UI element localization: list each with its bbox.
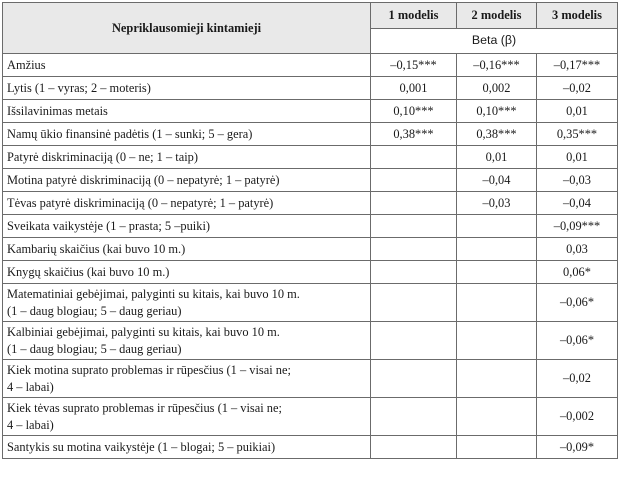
variable-label (3, 261, 371, 284)
variable-label-line1: Patyrė diskriminaciją (0 – ne; 1 – taip) (7, 149, 198, 164)
table-row (3, 398, 618, 436)
beta-value-model-3: –0,02 (537, 360, 618, 398)
beta-value-model-1: –0,15*** (371, 54, 457, 77)
beta-value-model-1 (371, 360, 457, 398)
beta-value-model-3: –0,09* (537, 436, 618, 459)
beta-value-model-3: 0,03 (537, 238, 618, 261)
variable-label (3, 284, 371, 322)
variable-label-line1: Matematiniai gebėjimai, palyginti su kitais, kai buvo 10 m. (7, 286, 300, 301)
beta-value-model-2: –0,04 (457, 169, 537, 192)
beta-value-model-3: 0,01 (537, 100, 618, 123)
beta-value-model-1: 0,001 (371, 77, 457, 100)
beta-value-model-2 (457, 261, 537, 284)
variable-label-line1: Sveikata vaikystėje (1 – prasta; 5 –puiki) (7, 218, 211, 233)
beta-value-model-3: –0,09*** (537, 215, 618, 238)
beta-value-model-2 (457, 215, 537, 238)
beta-value-model-2 (457, 436, 537, 459)
beta-value-model-1 (371, 146, 457, 169)
variable-label (3, 146, 371, 169)
table-row (3, 54, 618, 77)
table-row (3, 322, 618, 360)
variable-label (3, 54, 371, 77)
beta-value-model-3: –0,17*** (537, 54, 618, 77)
variable-label-line1: Amžius (7, 57, 46, 72)
beta-value-model-2 (457, 398, 537, 436)
regression-table (2, 2, 618, 459)
beta-value-model-1 (371, 238, 457, 261)
table-row (3, 261, 618, 284)
beta-value-model-2: –0,16*** (457, 54, 537, 77)
table-row (3, 238, 618, 261)
beta-value-model-1 (371, 169, 457, 192)
variable-label (3, 322, 371, 360)
table-row (3, 100, 618, 123)
variable-label-line2: (1 – daug blogiau; 5 – daug geriau) (7, 341, 182, 356)
beta-value-model-2: –0,03 (457, 192, 537, 215)
variable-label-line1: Kiek tėvas suprato problemas ir rūpesčius (1 – visai ne; (7, 400, 282, 415)
beta-value-model-3: –0,02 (537, 77, 618, 100)
variable-label (3, 238, 371, 261)
beta-value-model-3: –0,06* (537, 322, 618, 360)
beta-header: Beta (β) (371, 28, 618, 54)
variable-label-line1: Tėvas patyrė diskriminaciją (0 – nepatyrė; 1 – patyrė) (7, 195, 274, 210)
beta-value-model-3: –0,06* (537, 284, 618, 322)
table-body (3, 54, 618, 459)
table-row (3, 123, 618, 146)
beta-value-model-2 (457, 322, 537, 360)
beta-value-model-1 (371, 398, 457, 436)
model-1-header: 1 modelis (371, 3, 457, 29)
beta-value-model-1: 0,38*** (371, 123, 457, 146)
beta-value-model-3: 0,01 (537, 146, 618, 169)
beta-value-model-2 (457, 284, 537, 322)
beta-value-model-2: 0,10*** (457, 100, 537, 123)
beta-value-model-3: 0,35*** (537, 123, 618, 146)
model-3-header: 3 modelis (537, 3, 618, 29)
variable-label-line1: Lytis (1 – vyras; 2 – moteris) (7, 80, 151, 95)
table-row (3, 146, 618, 169)
beta-value-model-1: 0,10*** (371, 100, 457, 123)
beta-value-model-3: –0,04 (537, 192, 618, 215)
table-row (3, 192, 618, 215)
table-row (3, 77, 618, 100)
variable-label (3, 77, 371, 100)
beta-value-model-3: 0,06* (537, 261, 618, 284)
variable-label (3, 123, 371, 146)
variable-label (3, 169, 371, 192)
table-row (3, 360, 618, 398)
table-row (3, 215, 618, 238)
variable-label (3, 398, 371, 436)
beta-value-model-2 (457, 238, 537, 261)
variable-column-header: Nepriklausomieji kintamieji (3, 3, 371, 54)
beta-value-model-2: 0,38*** (457, 123, 537, 146)
variable-label-line1: Kalbiniai gebėjimai, palyginti su kitais, kai buvo 10 m. (7, 324, 280, 339)
variable-label-line1: Išsilavinimas metais (7, 103, 108, 118)
beta-value-model-1 (371, 322, 457, 360)
variable-label-line1: Motina patyrė diskriminaciją (0 – nepatyrė; 1 – patyrė) (7, 172, 280, 187)
table-row (3, 169, 618, 192)
beta-value-model-3: –0,002 (537, 398, 618, 436)
variable-label-line1: Kiek motina suprato problemas ir rūpesčius (1 – visai ne; (7, 362, 291, 377)
variable-label (3, 100, 371, 123)
variable-label (3, 192, 371, 215)
variable-label-line1: Knygų skaičius (kai buvo 10 m.) (7, 264, 170, 279)
beta-value-model-1 (371, 261, 457, 284)
variable-label-line2: 4 – labai) (7, 379, 54, 394)
variable-label-line1: Namų ūkio finansinė padėtis (1 – sunki; 5 – gera) (7, 126, 253, 141)
beta-value-model-2 (457, 360, 537, 398)
table-row (3, 284, 618, 322)
variable-label-line1: Kambarių skaičius (kai buvo 10 m.) (7, 241, 186, 256)
beta-value-model-1 (371, 436, 457, 459)
beta-value-model-3: –0,03 (537, 169, 618, 192)
variable-label-line2: (1 – daug blogiau; 5 – daug geriau) (7, 303, 182, 318)
variable-label (3, 360, 371, 398)
beta-value-model-1 (371, 215, 457, 238)
variable-label-line2: 4 – labai) (7, 417, 54, 432)
beta-value-model-2: 0,002 (457, 77, 537, 100)
variable-label (3, 436, 371, 459)
beta-value-model-1 (371, 284, 457, 322)
beta-value-model-1 (371, 192, 457, 215)
variable-label-line1: Santykis su motina vaikystėje (1 – blogai; 5 – puikiai) (7, 439, 276, 454)
table-row (3, 436, 618, 459)
variable-label (3, 215, 371, 238)
beta-value-model-2: 0,01 (457, 146, 537, 169)
model-2-header: 2 modelis (457, 3, 537, 29)
